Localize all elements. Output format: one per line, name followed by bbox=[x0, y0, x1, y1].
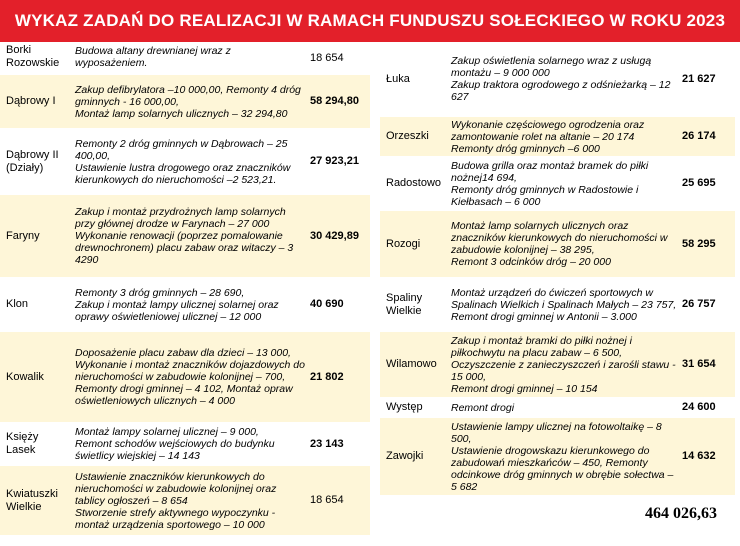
task-description: Zakup i montaż przydrożnych lamp solarnych przy głównej drodze w Farynach – 27 000 Wykonanie renowacji (poprzez pomalowanie drewnochronem) placu zabaw oraz witaczy – 3 4290 bbox=[75, 206, 294, 266]
village-name: Dąbrowy II (Działy) bbox=[6, 148, 59, 174]
task-description: Budowa grilla oraz montaż bramek do piłki nożnej14 694, Remonty dróg gminnych w Radostowie i Kiełbasach – 6 000 bbox=[451, 159, 649, 208]
table-row bbox=[380, 332, 735, 398]
village-name: Zawojki bbox=[386, 450, 424, 462]
table-row bbox=[0, 423, 370, 466]
task-amount: 26 757 bbox=[682, 298, 716, 310]
task-description: Ustawienie lampy ulicznej na fotowoltaikę – 8 500, Ustawienie drogowskazu kierunkowego do zabudowań mieszkańców – 450, Remonty odcinkowe dróg gminnych w obrębie sołectwa – 5 682 bbox=[451, 420, 674, 493]
table-row bbox=[0, 42, 370, 75]
task-description: Montaż urządzeń do ćwiczeń sportowych w Spalinach Wielkich i Spalinach Małych – 23 757, Remont drogi gminnej w Antonii – 3.000 bbox=[451, 286, 677, 323]
table-row bbox=[0, 278, 370, 332]
task-description: Wykonanie częściowego ogrodzenia oraz zamontowanie rolet na altanie – 20 174 Remonty dróg gminnych –6 000 bbox=[451, 118, 645, 155]
task-amount: 40 690 bbox=[310, 298, 344, 310]
task-amount: 58 295 bbox=[682, 237, 716, 250]
village-name: Rozogi bbox=[386, 237, 421, 250]
table-row bbox=[380, 418, 735, 496]
task-description: Remonty 3 dróg gminnych – 28 690, Zakup i montaż lampy ulicznej solarnej oraz oprawy oświetleniowej ulicznej – 12 000 bbox=[75, 286, 279, 323]
task-amount: 23 143 bbox=[310, 437, 344, 450]
table-row bbox=[0, 75, 370, 129]
village-name: Wilamowo bbox=[386, 358, 437, 370]
task-description: Budowa altany drewnianej wraz z wyposażeniem. bbox=[75, 45, 231, 69]
task-amount: 25 695 bbox=[682, 177, 716, 189]
village-name: Dąbrowy I bbox=[6, 95, 56, 107]
task-description: Zakup i montaż bramki do piłki nożnej i piłkochwytu na placu zabaw – 6 500, Oczyszczenie z zanieczyszczeń i zarośli stawu - 15 000, Remont drogi gminnej – 10 154 bbox=[451, 334, 676, 395]
table-row bbox=[380, 211, 735, 278]
left-column bbox=[0, 42, 370, 536]
task-description: Doposażenie placu zabaw dla dzieci – 13 000, Wykonanie i montaż znaczników dojazdowych do nieruchomości w zabudowie kolonijnej – 700, Remonty drogi gminnej – 4 102, Montaż opraw oświetleniowych ulicznych – 4 000 bbox=[75, 347, 305, 407]
village-name: Orzeszki bbox=[386, 130, 429, 142]
right-column bbox=[380, 42, 735, 496]
table-row bbox=[380, 278, 735, 332]
grand-total: 464 026,63 bbox=[645, 505, 717, 522]
task-amount: 21 802 bbox=[310, 370, 344, 383]
task-amount: 26 174 bbox=[682, 130, 716, 142]
table-row bbox=[0, 466, 370, 536]
table-row bbox=[380, 157, 735, 211]
task-amount: 21 627 bbox=[682, 72, 716, 85]
page-title: WYKAZ ZADAŃ DO REALIZACJI W RAMACH FUNDUSZU SOŁECKIEGO W ROKU 2023 bbox=[0, 0, 740, 42]
task-amount: 27 923,21 bbox=[310, 155, 359, 167]
table-row bbox=[380, 117, 735, 157]
task-amount: 18 654 bbox=[310, 494, 344, 506]
table-row bbox=[380, 42, 735, 117]
task-description: Zakup oświetlenia solarnego wraz z usługą montażu – 9 000 000 Zakup traktora ogrodowego z odśnieżarką – 12 627 bbox=[451, 55, 671, 103]
village-name: Radostowo bbox=[386, 177, 442, 189]
table-row bbox=[0, 332, 370, 423]
task-description: Montaż lampy solarnej ulicznej – 9 000, Remont schodów wejściowych do budynku świetlicy wiejskiej – 14 143 bbox=[75, 426, 275, 462]
table-row bbox=[0, 129, 370, 195]
task-amount: 24 600 bbox=[682, 401, 716, 413]
village-name: Borki Rozowskie bbox=[6, 44, 60, 69]
village-name: Kwiatuszki Wielkie bbox=[6, 487, 58, 513]
table-row bbox=[0, 195, 370, 278]
village-name: Występ bbox=[386, 401, 423, 413]
village-name: Łuka bbox=[386, 72, 410, 85]
task-description: Remont drogi bbox=[451, 401, 515, 414]
task-description: Montaż lamp solarnych ulicznych oraz znaczników kierunkowych do nieruchomości w zabudowie kolonijnej – 38 295, Remont 3 odcinków dróg – 20 000 bbox=[451, 220, 668, 268]
village-name: Klon bbox=[6, 298, 29, 310]
village-name: Faryny bbox=[6, 229, 40, 242]
task-amount: 14 632 bbox=[682, 450, 716, 462]
task-description: Remonty 2 dróg gminnych w Dąbrowach – 25 400,00, Ustawienie lustra drogowego oraz znaczników kierunkowych do nieruchomości –2 523,21. bbox=[75, 137, 291, 186]
village-name: Księży Lasek bbox=[6, 431, 39, 456]
task-description: Ustawienie znaczników kierunkowych do nieruchomości w zabudowie kolonijnej oraz tablicy ogłoszeń – 8 654 Stworzenie strefy aktywnego wypoczynku - montaż urządzenia sportowego – 10 000 bbox=[75, 470, 277, 531]
task-amount: 30 429,89 bbox=[310, 229, 359, 242]
village-name: Spaliny Wielkie bbox=[386, 291, 423, 317]
table-row bbox=[380, 398, 735, 418]
task-amount: 31 654 bbox=[682, 358, 716, 370]
village-name: Kowalik bbox=[6, 370, 44, 383]
task-amount: 18 654 bbox=[310, 51, 344, 64]
task-description: Zakup defibrylatora –10 000,00, Remonty 4 dróg gminnych - 16 000,00, Montaż lamp solarnych ulicznych – 32 294,80 bbox=[75, 83, 301, 120]
task-amount: 58 294,80 bbox=[310, 95, 359, 107]
